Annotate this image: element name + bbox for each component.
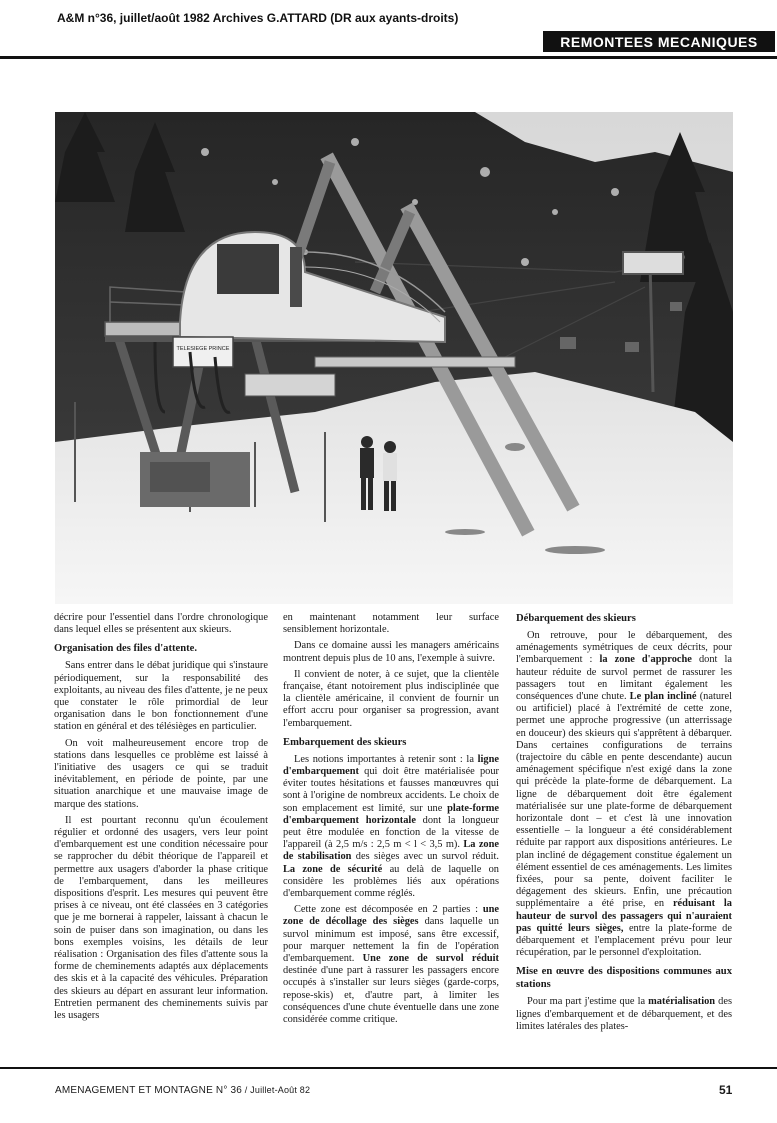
bold-term: une zone de décollage des sièges	[283, 904, 499, 928]
article-column-3	[516, 612, 732, 1037]
bold-term: plate-forme d'embarquement horizontale	[283, 802, 499, 826]
bold-term: La zone de sécurité	[283, 863, 383, 875]
chairlift-photo	[55, 112, 733, 604]
paragraph: décrire pour l'essentiel dans l'ordre chronologique dans lequel elles se présentent aux skieurs.	[54, 612, 268, 636]
text-run: dont la longueur peut être modulée en fonction de la vitesse de l'appareil (à 2,5 m/s : 2,5 m < l < 3,5 m).	[283, 814, 499, 851]
paragraph: Il est pourtant reconnu qu'un écoulement régulier et ordonné des usagers, vers leur point d'embarquement est une condition nécessaire pour se rapprocher du débit théorique de l'appareil et permettre aux usagers d'aborder la phase critique de l'embarquement, dans les meilleures dispositions d'esprit. Les mesures qui peuvent être prises à ce niveau, ont été classées en 3 catégories que je me bornerai à rappeler, laissant à chacun le soin de puiser dans son imagination, ou dans les bons exemples voisins, les détails de leur réalisation : Organisation des files d'attente sous la forme de cheminements adaptés aux déplacements des skis et à la capacité des véhicules. Préparation des skieurs au départ en assurant leur information. Entretien permanent des cheminements suivis par les usagers	[54, 814, 268, 1022]
text-run: au delà de laquelle on considère les problèmes liés aux opérations d'embarquement comme réglés.	[283, 863, 500, 900]
chairlift-station-image	[55, 112, 733, 604]
bold-term: La zone de stabilisation	[283, 839, 500, 863]
bold-term: réduisant la hauteur de survol des passagers qui n'auraient pas quitté leurs sièges,	[516, 898, 732, 934]
issue-date: / Juillet-Août 82	[242, 1085, 311, 1095]
text-run: dans laquelle un survol minimum est imposé, sans être excessif, pour marquer nettement la fin de l'opération d'embarquement.	[283, 916, 500, 965]
section-heading-mise-en-oeuvre: Mise en œuvre des dispositions communes aux stations	[516, 966, 732, 991]
text-run: (naturel ou artificiel) placé à l'extrémité de cette zone, permet une approche progressive (un atterrissage en douceur) des skieurs qui s'apprêtent à débarquer. Dans certaines configurations de terrains (trajectoire du câble en pente descendante) aucun aménagement spécifique n'est exigé dans la zone qui précède la plate-forme de débarquement. La ligne de débarquement doit être également matérialisée sur une plate-forme de débarquement horizontale dont – et c'est là une innovation essentielle – la longueur a été considérablement réduite par rapport aux dispositions antérieures. Le plan incliné de dégagement constitue également un élément essentiel de ces aménagements. Les limites fixées, pour sa pente, doivent faciliter le dégagement des skieurs. Enfin, une précaution supplémentaire a été prise, en	[516, 691, 732, 910]
section-rubric: REMONTEES MECANIQUES	[543, 31, 775, 52]
station-sign: TELESIEGE PRINCE	[176, 346, 230, 352]
top-rule	[0, 56, 777, 59]
text-run: des sièges avec un survol réduit.	[351, 851, 499, 863]
paragraph	[516, 996, 732, 1033]
magazine-name: AMENAGEMENT ET MONTAGNE N° 36	[55, 1085, 243, 1096]
text-run: On retrouve, pour le débarquement, des aménagements symétriques de ceux décrits, pour l'embarquement :	[516, 630, 732, 666]
text-run: qui doit être matérialisée pour éviter toutes hésitations et fausses manœuvres qui sont à l'origine de nombreux accidents. Le choix de son emplacement est limité, sur une	[283, 766, 499, 814]
section-heading-debarquement: Débarquement des skieurs	[516, 613, 636, 624]
bold-term: la zone d'approche	[599, 654, 692, 666]
paragraph	[516, 630, 732, 959]
text-run: dont la hauteur réduite de survol permet de rassurer les passagers tout en limitant également les conséquences d'une chute.	[516, 654, 732, 703]
text-run: Les notions importantes à retenir sont : la	[294, 753, 478, 765]
bold-term: ligne d'embarquement	[283, 753, 499, 778]
bold-term: matérialisation	[648, 996, 716, 1008]
bottom-rule	[0, 1067, 777, 1069]
text-run: des lignes d'embarquement et de débarquement, et des limites latérales des plates-	[516, 996, 732, 1032]
paragraph: Sans entrer dans le débat juridique qui s'instaure périodiquement, sur la responsabilité des exploitants, au niveau des files d'attente, je ne peux que constater le rôle primordial de leur organisation dans le bon fonctionnement d'une station en général et des télésièges en particulier.	[54, 660, 268, 733]
footer-credit	[55, 1085, 310, 1096]
paragraph	[283, 904, 499, 1026]
section-heading-file-attente: Organisation des files d'attente.	[54, 643, 198, 655]
section-heading-embarquement: Embarquement des skieurs	[283, 736, 407, 748]
paragraph	[283, 754, 499, 900]
bold-term: Une zone de survol réduit	[362, 953, 499, 965]
article-column-1	[54, 612, 268, 1026]
text-run: destinée d'une part à rassurer les passagers encore occupés à s'installer sur leurs sièges (garde-corps, repose-skis) et, d'autre part, à limiter les conséquences d'une chute éventuelle dans une zone considérée comme critique.	[283, 965, 499, 1026]
page-number: 51	[719, 1083, 733, 1097]
text-run: entre la plate-forme de débarquement et l'emplacement prévu pour leur récupération, par le personnel d'exploitation.	[516, 922, 732, 959]
paragraph: en maintenant notamment leur surface sensiblement horizontale.	[283, 612, 499, 636]
text-run: Cette zone est décomposée en 2 parties :	[294, 904, 483, 916]
text-run: Pour ma part j'estime que la	[527, 996, 649, 1008]
article-column-2	[283, 612, 499, 1030]
archive-caption: A&M n°36, juillet/août 1982 Archives G.ATTARD (DR aux ayants-droits)	[57, 11, 459, 25]
paragraph: On voit malheureusement encore trop de stations dans lesquelles ce problème est laissé à l'initiative des usagers ce qui se traduit inévitablement, en période de pointe, par une situation anarchique et une mauvaise image de marque des stations.	[54, 737, 268, 810]
paragraph: Dans ce domaine aussi les managers américains montrent depuis plus de 10 ans, l'exemple à suivre.	[283, 640, 499, 664]
paragraph: Il convient de noter, à ce sujet, que la clientèle française, étant notoirement plus indisciplinée que la clientèle américaine, il convient de fournir un effort accru pour organiser sa progression, avant l'embarquement.	[283, 668, 499, 729]
bold-term: Le plan incliné	[629, 691, 697, 703]
